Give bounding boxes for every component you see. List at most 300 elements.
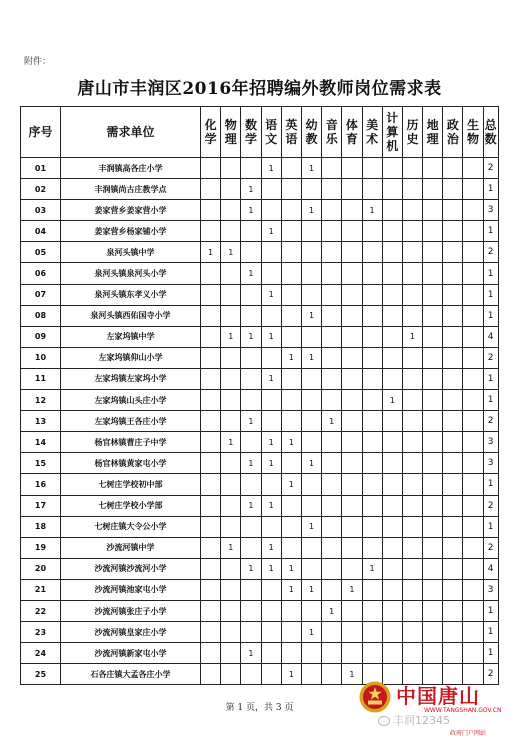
- subject-count-cell: [463, 474, 483, 495]
- column-header-subject: 数学: [241, 107, 261, 158]
- row-unit: 沙流河镇池家屯小学: [61, 579, 201, 600]
- row-index: 19: [21, 537, 61, 558]
- subject-count-cell: [423, 495, 443, 516]
- national-emblem-icon: [358, 680, 392, 714]
- subject-count-cell: [301, 326, 321, 347]
- row-index: 21: [21, 579, 61, 600]
- subject-count-cell: [443, 242, 463, 263]
- subject-count-cell: [342, 221, 362, 242]
- table-body: [21, 158, 499, 685]
- subject-count-cell: 1: [301, 453, 321, 474]
- subject-count-cell: [281, 453, 301, 474]
- row-total: 2: [483, 347, 498, 368]
- subject-count-cell: [301, 263, 321, 284]
- subject-count-cell: [463, 622, 483, 643]
- row-index: 17: [21, 495, 61, 516]
- subject-count-cell: [423, 474, 443, 495]
- row-unit: 左家坞镇王各庄小学: [61, 411, 201, 432]
- column-header-subject: 美术: [362, 107, 382, 158]
- subject-count-cell: [402, 284, 422, 305]
- subject-count-cell: [201, 432, 221, 453]
- subject-count-cell: [322, 347, 342, 368]
- subject-count-cell: [221, 284, 241, 305]
- subject-count-cell: [443, 200, 463, 221]
- subject-count-cell: 1: [261, 368, 281, 389]
- subject-count-cell: [342, 643, 362, 664]
- subject-count-cell: [221, 558, 241, 579]
- subject-count-cell: [423, 558, 443, 579]
- subject-count-cell: [241, 347, 261, 368]
- subject-count-cell: [201, 200, 221, 221]
- table-row: [21, 263, 499, 284]
- row-total: 1: [483, 643, 498, 664]
- subject-count-cell: [281, 600, 301, 621]
- subject-count-cell: [443, 179, 463, 200]
- row-index: 10: [21, 347, 61, 368]
- table-row: [21, 158, 499, 179]
- row-index: 09: [21, 326, 61, 347]
- row-unit: 泉河头镇西佑国寺小学: [61, 305, 201, 326]
- subject-count-cell: 1: [221, 326, 241, 347]
- row-unit: 姜家营乡姜家营小学: [61, 200, 201, 221]
- subject-count-cell: [301, 368, 321, 389]
- subject-count-cell: [221, 158, 241, 179]
- row-index: 13: [21, 411, 61, 432]
- subject-count-cell: [221, 579, 241, 600]
- subject-count-cell: [281, 284, 301, 305]
- row-total: 2: [483, 411, 498, 432]
- subject-count-cell: [322, 643, 342, 664]
- row-total: 1: [483, 390, 498, 411]
- subject-count-cell: [221, 368, 241, 389]
- subject-count-cell: [362, 622, 382, 643]
- subject-count-cell: 1: [241, 263, 261, 284]
- subject-count-cell: [221, 622, 241, 643]
- subject-count-cell: [402, 347, 422, 368]
- row-index: 01: [21, 158, 61, 179]
- column-header-subject: 体育: [342, 107, 362, 158]
- row-index: 08: [21, 305, 61, 326]
- subject-count-cell: [423, 453, 443, 474]
- subject-count-cell: [281, 495, 301, 516]
- row-total: 4: [483, 326, 498, 347]
- subject-count-cell: [261, 622, 281, 643]
- column-header-index: 序号: [21, 107, 61, 158]
- subject-count-cell: [201, 347, 221, 368]
- row-total: 2: [483, 495, 498, 516]
- subject-count-cell: [342, 284, 362, 305]
- subject-count-cell: 1: [362, 200, 382, 221]
- subject-count-cell: [362, 579, 382, 600]
- row-unit: 丰润镇高各庄小学: [61, 158, 201, 179]
- subject-count-cell: [382, 158, 402, 179]
- subject-count-cell: [322, 432, 342, 453]
- document-title: 唐山市丰润区2016年招聘编外教师岗位需求表: [77, 79, 442, 99]
- table-row: [21, 579, 499, 600]
- subject-count-cell: [301, 664, 321, 685]
- row-total: 1: [483, 474, 498, 495]
- subject-count-cell: [322, 179, 342, 200]
- subject-count-cell: [241, 221, 261, 242]
- subject-count-cell: [423, 579, 443, 600]
- subject-count-cell: 1: [281, 432, 301, 453]
- table-row: [21, 516, 499, 537]
- row-total: 1: [483, 600, 498, 621]
- row-total: 3: [483, 579, 498, 600]
- column-header-subject: 地理: [423, 107, 443, 158]
- subject-count-cell: [463, 453, 483, 474]
- subject-count-cell: [443, 221, 463, 242]
- subject-count-cell: [382, 179, 402, 200]
- subject-count-cell: [362, 390, 382, 411]
- subject-count-cell: [281, 390, 301, 411]
- subject-count-cell: [322, 221, 342, 242]
- subject-count-cell: [261, 474, 281, 495]
- subject-count-cell: [382, 221, 402, 242]
- subject-count-cell: [423, 263, 443, 284]
- subject-count-cell: [322, 453, 342, 474]
- subject-count-cell: [423, 432, 443, 453]
- row-index: 22: [21, 600, 61, 621]
- row-total: 1: [483, 622, 498, 643]
- subject-count-cell: [423, 200, 443, 221]
- table-row: [21, 179, 499, 200]
- row-unit: 沙流河镇中学: [61, 537, 201, 558]
- subject-count-cell: [221, 664, 241, 685]
- subject-count-cell: [423, 643, 443, 664]
- subject-count-cell: [261, 516, 281, 537]
- row-unit: 泉河头镇中学: [61, 242, 201, 263]
- subject-count-cell: 1: [261, 453, 281, 474]
- subject-count-cell: [241, 664, 261, 685]
- subject-count-cell: [443, 495, 463, 516]
- table-row: [21, 284, 499, 305]
- subject-count-cell: [443, 263, 463, 284]
- subject-count-cell: [382, 200, 402, 221]
- subject-count-cell: [221, 411, 241, 432]
- subject-count-cell: [342, 537, 362, 558]
- table-row: [21, 600, 499, 621]
- subject-count-cell: 1: [261, 326, 281, 347]
- subject-count-cell: [281, 179, 301, 200]
- subject-count-cell: [281, 242, 301, 263]
- subject-count-cell: [201, 453, 221, 474]
- subject-count-cell: [382, 368, 402, 389]
- subject-count-cell: 1: [221, 537, 241, 558]
- table-header-row: [21, 107, 499, 158]
- subject-count-cell: [443, 600, 463, 621]
- subject-count-cell: [463, 305, 483, 326]
- subject-count-cell: [201, 516, 221, 537]
- subject-count-cell: [382, 600, 402, 621]
- column-header-subject: 政治: [443, 107, 463, 158]
- subject-count-cell: [443, 579, 463, 600]
- subject-count-cell: [322, 664, 342, 685]
- column-header-subject: 化学: [201, 107, 221, 158]
- subject-count-cell: [463, 179, 483, 200]
- subject-count-cell: [402, 622, 422, 643]
- logo-subtitle: 政府门户网站: [450, 730, 487, 737]
- subject-count-cell: [402, 200, 422, 221]
- row-unit: 左家坞镇山头庄小学: [61, 390, 201, 411]
- subject-count-cell: [241, 368, 261, 389]
- subject-count-cell: [342, 390, 362, 411]
- subject-count-cell: [322, 326, 342, 347]
- subject-count-cell: [261, 347, 281, 368]
- column-header-subject: 音乐: [322, 107, 342, 158]
- column-header-subject: 生物: [463, 107, 483, 158]
- subject-count-cell: 1: [301, 579, 321, 600]
- row-unit: 七树庄学校初中部: [61, 474, 201, 495]
- table-row: [21, 200, 499, 221]
- subject-count-cell: [201, 664, 221, 685]
- row-index: 03: [21, 200, 61, 221]
- subject-count-cell: [423, 390, 443, 411]
- subject-count-cell: 1: [241, 558, 261, 579]
- row-unit: 左家坞镇左家坞小学: [61, 368, 201, 389]
- row-index: 05: [21, 242, 61, 263]
- row-unit: 沙流河镇张庄子小学: [61, 600, 201, 621]
- subject-count-cell: [241, 622, 261, 643]
- table-row: [21, 242, 499, 263]
- subject-count-cell: [281, 537, 301, 558]
- table-row: [21, 558, 499, 579]
- subject-count-cell: [281, 643, 301, 664]
- table-row: [21, 221, 499, 242]
- table-row: [21, 390, 499, 411]
- row-index: 06: [21, 263, 61, 284]
- row-unit: 泉河头镇泉河头小学: [61, 263, 201, 284]
- subject-count-cell: [362, 600, 382, 621]
- logo-text: 中国唐山: [396, 684, 480, 708]
- subject-count-cell: [463, 326, 483, 347]
- table-row: [21, 347, 499, 368]
- subject-count-cell: [241, 537, 261, 558]
- row-unit: 沙流河镇沙流河小学: [61, 558, 201, 579]
- subject-count-cell: [322, 305, 342, 326]
- subject-count-cell: [443, 411, 463, 432]
- subject-count-cell: [281, 368, 301, 389]
- subject-count-cell: [322, 558, 342, 579]
- row-index: 12: [21, 390, 61, 411]
- row-total: 3: [483, 432, 498, 453]
- row-total: 4: [483, 558, 498, 579]
- subject-count-cell: [261, 643, 281, 664]
- subject-count-cell: [382, 579, 402, 600]
- subject-count-cell: 1: [241, 179, 261, 200]
- subject-count-cell: [382, 622, 402, 643]
- column-header-subject: 幼教: [301, 107, 321, 158]
- watermark-text: 丰润12345: [393, 714, 450, 727]
- subject-count-cell: [342, 179, 362, 200]
- subject-count-cell: [443, 432, 463, 453]
- subject-count-cell: 1: [402, 326, 422, 347]
- column-header-unit: 需求单位: [61, 107, 201, 158]
- row-unit: 杨官林镇黄家屯小学: [61, 453, 201, 474]
- subject-count-cell: [322, 579, 342, 600]
- subject-count-cell: [402, 221, 422, 242]
- subject-count-cell: [241, 579, 261, 600]
- subject-count-cell: [423, 305, 443, 326]
- subject-count-cell: 1: [342, 579, 362, 600]
- subject-count-cell: [402, 305, 422, 326]
- subject-count-cell: [443, 326, 463, 347]
- row-total: 1: [483, 221, 498, 242]
- subject-count-cell: 1: [322, 600, 342, 621]
- subject-count-cell: [463, 432, 483, 453]
- subject-count-cell: 1: [342, 664, 362, 685]
- subject-count-cell: [402, 537, 422, 558]
- subject-count-cell: [241, 284, 261, 305]
- subject-count-cell: [201, 390, 221, 411]
- subject-count-cell: [402, 179, 422, 200]
- subject-count-cell: [342, 200, 362, 221]
- subject-count-cell: [201, 411, 221, 432]
- subject-count-cell: [402, 579, 422, 600]
- subject-count-cell: [281, 622, 301, 643]
- row-unit: 左家坞镇仰山小学: [61, 347, 201, 368]
- subject-count-cell: [322, 263, 342, 284]
- column-header-subject: 语文: [261, 107, 281, 158]
- subject-count-cell: [221, 474, 241, 495]
- subject-count-cell: [342, 516, 362, 537]
- subject-count-cell: [221, 600, 241, 621]
- subject-count-cell: [423, 368, 443, 389]
- row-total: 1: [483, 179, 498, 200]
- table-row: [21, 495, 499, 516]
- subject-count-cell: [463, 158, 483, 179]
- subject-count-cell: [201, 305, 221, 326]
- page-footer: 第 1 页，共 3 页: [225, 703, 294, 713]
- subject-count-cell: [382, 537, 402, 558]
- row-unit: 姜家营乡杨家铺小学: [61, 221, 201, 242]
- subject-count-cell: [281, 158, 301, 179]
- subject-count-cell: [382, 516, 402, 537]
- subject-count-cell: [362, 242, 382, 263]
- subject-count-cell: [342, 368, 362, 389]
- row-unit: 杨官林镇曹庄子中学: [61, 432, 201, 453]
- table-row: [21, 537, 499, 558]
- subject-count-cell: [322, 390, 342, 411]
- subject-count-cell: [201, 537, 221, 558]
- row-total: 1: [483, 284, 498, 305]
- subject-count-cell: [261, 664, 281, 685]
- subject-count-cell: [463, 347, 483, 368]
- subject-count-cell: [342, 558, 362, 579]
- subject-count-cell: [443, 643, 463, 664]
- watermark: [378, 712, 450, 728]
- subject-count-cell: [301, 537, 321, 558]
- row-total: 1: [483, 263, 498, 284]
- row-unit: 沙流河镇新家屯小学: [61, 643, 201, 664]
- subject-count-cell: [301, 474, 321, 495]
- subject-count-cell: [301, 495, 321, 516]
- subject-count-cell: 1: [281, 474, 301, 495]
- subject-count-cell: [201, 263, 221, 284]
- subject-count-cell: [342, 242, 362, 263]
- subject-count-cell: 1: [281, 558, 301, 579]
- row-unit: 泉河头镇东孝义小学: [61, 284, 201, 305]
- subject-count-cell: [402, 158, 422, 179]
- subject-count-cell: 1: [221, 432, 241, 453]
- subject-count-cell: [201, 221, 221, 242]
- subject-count-cell: [301, 643, 321, 664]
- subject-count-cell: 1: [382, 390, 402, 411]
- row-total: 3: [483, 200, 498, 221]
- subject-count-cell: 1: [301, 516, 321, 537]
- subject-count-cell: [221, 179, 241, 200]
- row-total: 2: [483, 664, 498, 685]
- table-row: [21, 643, 499, 664]
- subject-count-cell: [201, 326, 221, 347]
- subject-count-cell: [423, 158, 443, 179]
- table-row: [21, 411, 499, 432]
- subject-count-cell: [301, 221, 321, 242]
- subject-count-cell: [362, 305, 382, 326]
- table-row: [21, 305, 499, 326]
- subject-count-cell: 1: [322, 411, 342, 432]
- subject-count-cell: [322, 158, 342, 179]
- row-index: 20: [21, 558, 61, 579]
- subject-count-cell: [402, 432, 422, 453]
- subject-count-cell: [362, 284, 382, 305]
- column-header-total: 总数: [483, 107, 498, 158]
- subject-count-cell: [463, 221, 483, 242]
- subject-count-cell: [463, 368, 483, 389]
- table-row: [21, 453, 499, 474]
- subject-count-cell: [463, 200, 483, 221]
- subject-count-cell: [201, 600, 221, 621]
- subject-count-cell: [463, 537, 483, 558]
- subject-count-cell: [201, 179, 221, 200]
- subject-count-cell: [201, 474, 221, 495]
- table-row: [21, 368, 499, 389]
- subject-count-cell: [443, 558, 463, 579]
- subject-count-cell: 1: [201, 242, 221, 263]
- row-unit: 七树庄镇大令公小学: [61, 516, 201, 537]
- subject-count-cell: [201, 622, 221, 643]
- subject-count-cell: [241, 600, 261, 621]
- subject-count-cell: [342, 495, 362, 516]
- subject-count-cell: [281, 221, 301, 242]
- subject-count-cell: [221, 305, 241, 326]
- subject-count-cell: [443, 537, 463, 558]
- subject-count-cell: [342, 158, 362, 179]
- subject-count-cell: [342, 453, 362, 474]
- row-index: 18: [21, 516, 61, 537]
- subject-count-cell: [301, 179, 321, 200]
- subject-count-cell: [443, 284, 463, 305]
- subject-count-cell: [382, 326, 402, 347]
- subject-count-cell: [362, 221, 382, 242]
- row-index: 11: [21, 368, 61, 389]
- subject-count-cell: 1: [241, 643, 261, 664]
- subject-count-cell: [221, 390, 241, 411]
- subject-count-cell: [201, 495, 221, 516]
- subject-count-cell: [382, 305, 402, 326]
- subject-count-cell: [382, 242, 402, 263]
- subject-count-cell: [402, 453, 422, 474]
- subject-count-cell: [443, 390, 463, 411]
- subject-count-cell: [382, 474, 402, 495]
- subject-count-cell: [443, 347, 463, 368]
- subject-count-cell: [402, 390, 422, 411]
- subject-count-cell: [382, 558, 402, 579]
- subject-count-cell: [443, 474, 463, 495]
- subject-count-cell: [463, 643, 483, 664]
- subject-count-cell: [362, 326, 382, 347]
- subject-count-cell: [423, 284, 443, 305]
